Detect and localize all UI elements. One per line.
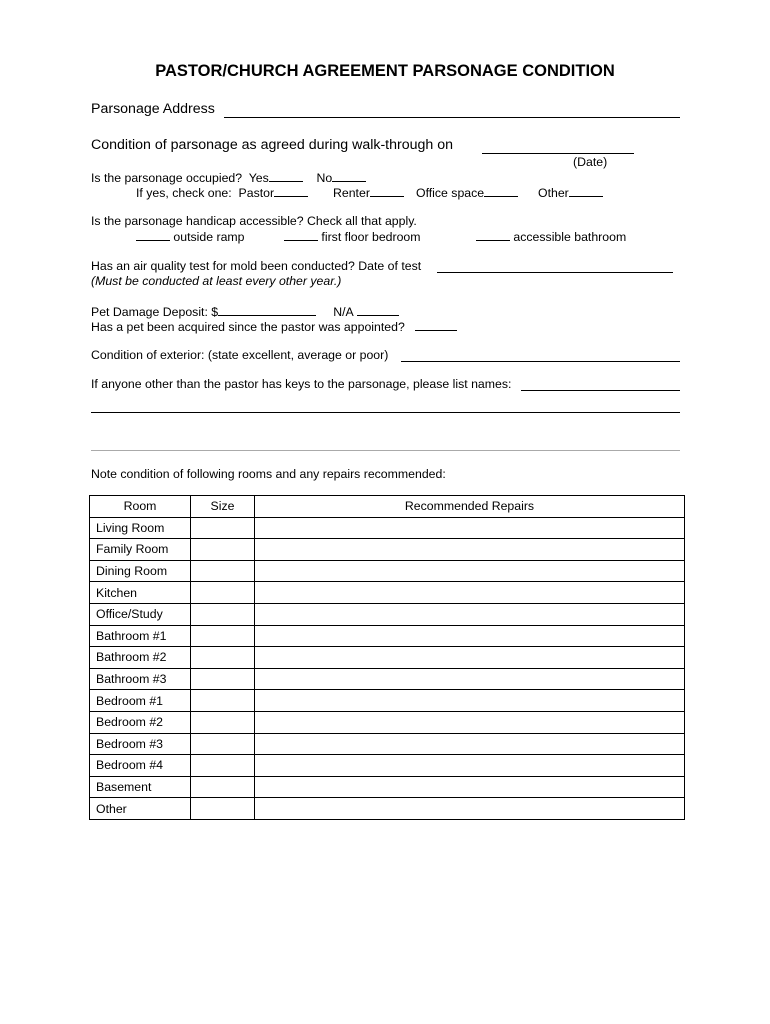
table-row [90, 539, 685, 561]
pet-acquired-row [91, 319, 457, 334]
other-blank[interactable] [569, 185, 603, 197]
size-cell[interactable] [191, 755, 255, 777]
walkthrough-date-line[interactable] [482, 153, 634, 154]
no-label: No [316, 171, 333, 185]
pastor-blank[interactable] [274, 185, 308, 197]
table-row [90, 668, 685, 690]
repairs-cell[interactable] [255, 582, 685, 604]
form-title: PASTOR/CHURCH AGREEMENT PARSONAGE CONDITION [155, 62, 615, 80]
room-name-cell: Bedroom #1 [90, 690, 191, 712]
keys-line-2[interactable] [91, 412, 680, 413]
table-row [90, 733, 685, 755]
room-name-cell: Family Room [90, 539, 191, 561]
first-floor-bedroom-option [284, 229, 421, 244]
room-name-cell: Bedroom #2 [90, 711, 191, 733]
na-label: N/A [333, 305, 354, 319]
repairs-cell[interactable] [255, 603, 685, 625]
pet-deposit-label: Pet Damage Deposit: $ [91, 305, 219, 319]
size-cell[interactable] [191, 711, 255, 733]
rooms-note: Note condition of following rooms and any repairs recommended: [91, 467, 446, 481]
size-cell[interactable] [191, 668, 255, 690]
air-quality-question: Has an air quality test for mold been conducted? Date of test [91, 259, 422, 273]
exterior-line[interactable] [401, 361, 680, 362]
repairs-cell[interactable] [255, 625, 685, 647]
table-row [90, 690, 685, 712]
outside-ramp-option [136, 229, 245, 244]
accessible-bathroom-option [476, 229, 626, 244]
room-name-cell: Bathroom #1 [90, 625, 191, 647]
if-yes-label: If yes, check one: [136, 186, 232, 200]
size-column-header: Size [191, 496, 255, 518]
occupied-question-text: Is the parsonage occupied? [91, 171, 243, 185]
air-quality-note: (Must be conducted at least every other year.) [91, 274, 342, 288]
table-row [90, 625, 685, 647]
repairs-cell[interactable] [255, 668, 685, 690]
repairs-cell[interactable] [255, 690, 685, 712]
room-name-cell: Bathroom #3 [90, 668, 191, 690]
no-blank[interactable] [332, 170, 366, 182]
size-cell[interactable] [191, 582, 255, 604]
repairs-cell[interactable] [255, 733, 685, 755]
walkthrough-label: Condition of parsonage as agreed during walk-through on [91, 137, 454, 153]
repairs-cell[interactable] [255, 798, 685, 820]
table-row [90, 755, 685, 777]
table-row [90, 798, 685, 820]
room-name-cell: Office/Study [90, 603, 191, 625]
room-column-header: Room [90, 496, 191, 518]
repairs-cell[interactable] [255, 776, 685, 798]
office-space-label: Office space [416, 186, 485, 200]
size-cell[interactable] [191, 798, 255, 820]
first-floor-bedroom-label: first floor bedroom [321, 230, 421, 244]
room-name-cell: Bedroom #4 [90, 755, 191, 777]
if-yes-row [136, 185, 308, 200]
na-blank[interactable] [357, 304, 399, 316]
size-cell[interactable] [191, 733, 255, 755]
room-name-cell: Living Room [90, 517, 191, 539]
outside-ramp-label: outside ramp [173, 230, 245, 244]
size-cell[interactable] [191, 560, 255, 582]
repairs-column-header: Recommended Repairs [255, 496, 685, 518]
address-field-line[interactable] [224, 117, 680, 118]
room-name-cell: Dining Room [90, 560, 191, 582]
repairs-cell[interactable] [255, 755, 685, 777]
size-cell[interactable] [191, 539, 255, 561]
table-row [90, 776, 685, 798]
table-row [90, 603, 685, 625]
table-row [90, 711, 685, 733]
table-row [90, 560, 685, 582]
other-label: Other [538, 186, 569, 200]
air-quality-date-line[interactable] [437, 272, 673, 273]
exterior-label: Condition of exterior: (state excellent, average or poor) [91, 348, 389, 362]
room-name-cell: Other [90, 798, 191, 820]
renter-blank[interactable] [370, 185, 404, 197]
room-name-cell: Bathroom #2 [90, 647, 191, 669]
outside-ramp-blank[interactable] [136, 229, 170, 241]
table-header-row [90, 496, 685, 518]
size-cell[interactable] [191, 776, 255, 798]
table-row [90, 517, 685, 539]
pastor-label: Pastor [238, 186, 275, 200]
other-option [538, 185, 603, 200]
table-row [90, 647, 685, 669]
first-floor-bedroom-blank[interactable] [284, 229, 318, 241]
keys-label: If anyone other than the pastor has keys to the parsonage, please list names: [91, 377, 512, 391]
pet-acquired-blank[interactable] [415, 319, 457, 331]
yes-label: Yes [248, 171, 269, 185]
size-cell[interactable] [191, 690, 255, 712]
keys-line-3[interactable] [91, 450, 680, 451]
date-caption: (Date) [573, 155, 608, 169]
address-label: Parsonage Address [91, 101, 215, 117]
handicap-question: Is the parsonage handicap accessible? Check all that apply. [91, 214, 417, 228]
pet-deposit-row [91, 304, 399, 319]
room-name-cell: Basement [90, 776, 191, 798]
yes-blank[interactable] [269, 170, 303, 182]
size-cell[interactable] [191, 625, 255, 647]
occupied-question [91, 170, 366, 185]
repairs-cell[interactable] [255, 539, 685, 561]
size-cell[interactable] [191, 603, 255, 625]
size-cell[interactable] [191, 517, 255, 539]
accessible-bathroom-label: accessible bathroom [513, 230, 627, 244]
rooms-table [89, 495, 685, 820]
repairs-cell[interactable] [255, 647, 685, 669]
repairs-cell[interactable] [255, 560, 685, 582]
size-cell[interactable] [191, 647, 255, 669]
table-row [90, 582, 685, 604]
office-space-blank[interactable] [484, 185, 518, 197]
repairs-cell[interactable] [255, 517, 685, 539]
renter-option [333, 185, 404, 200]
pet-acquired-question: Has a pet been acquired since the pastor was appointed? [91, 320, 405, 334]
room-name-cell: Kitchen [90, 582, 191, 604]
pet-deposit-blank[interactable] [218, 304, 316, 316]
room-name-cell: Bedroom #3 [90, 733, 191, 755]
repairs-cell[interactable] [255, 711, 685, 733]
office-space-option [416, 185, 518, 200]
accessible-bathroom-blank[interactable] [476, 229, 510, 241]
keys-line-1[interactable] [521, 390, 680, 391]
renter-label: Renter [333, 186, 370, 200]
